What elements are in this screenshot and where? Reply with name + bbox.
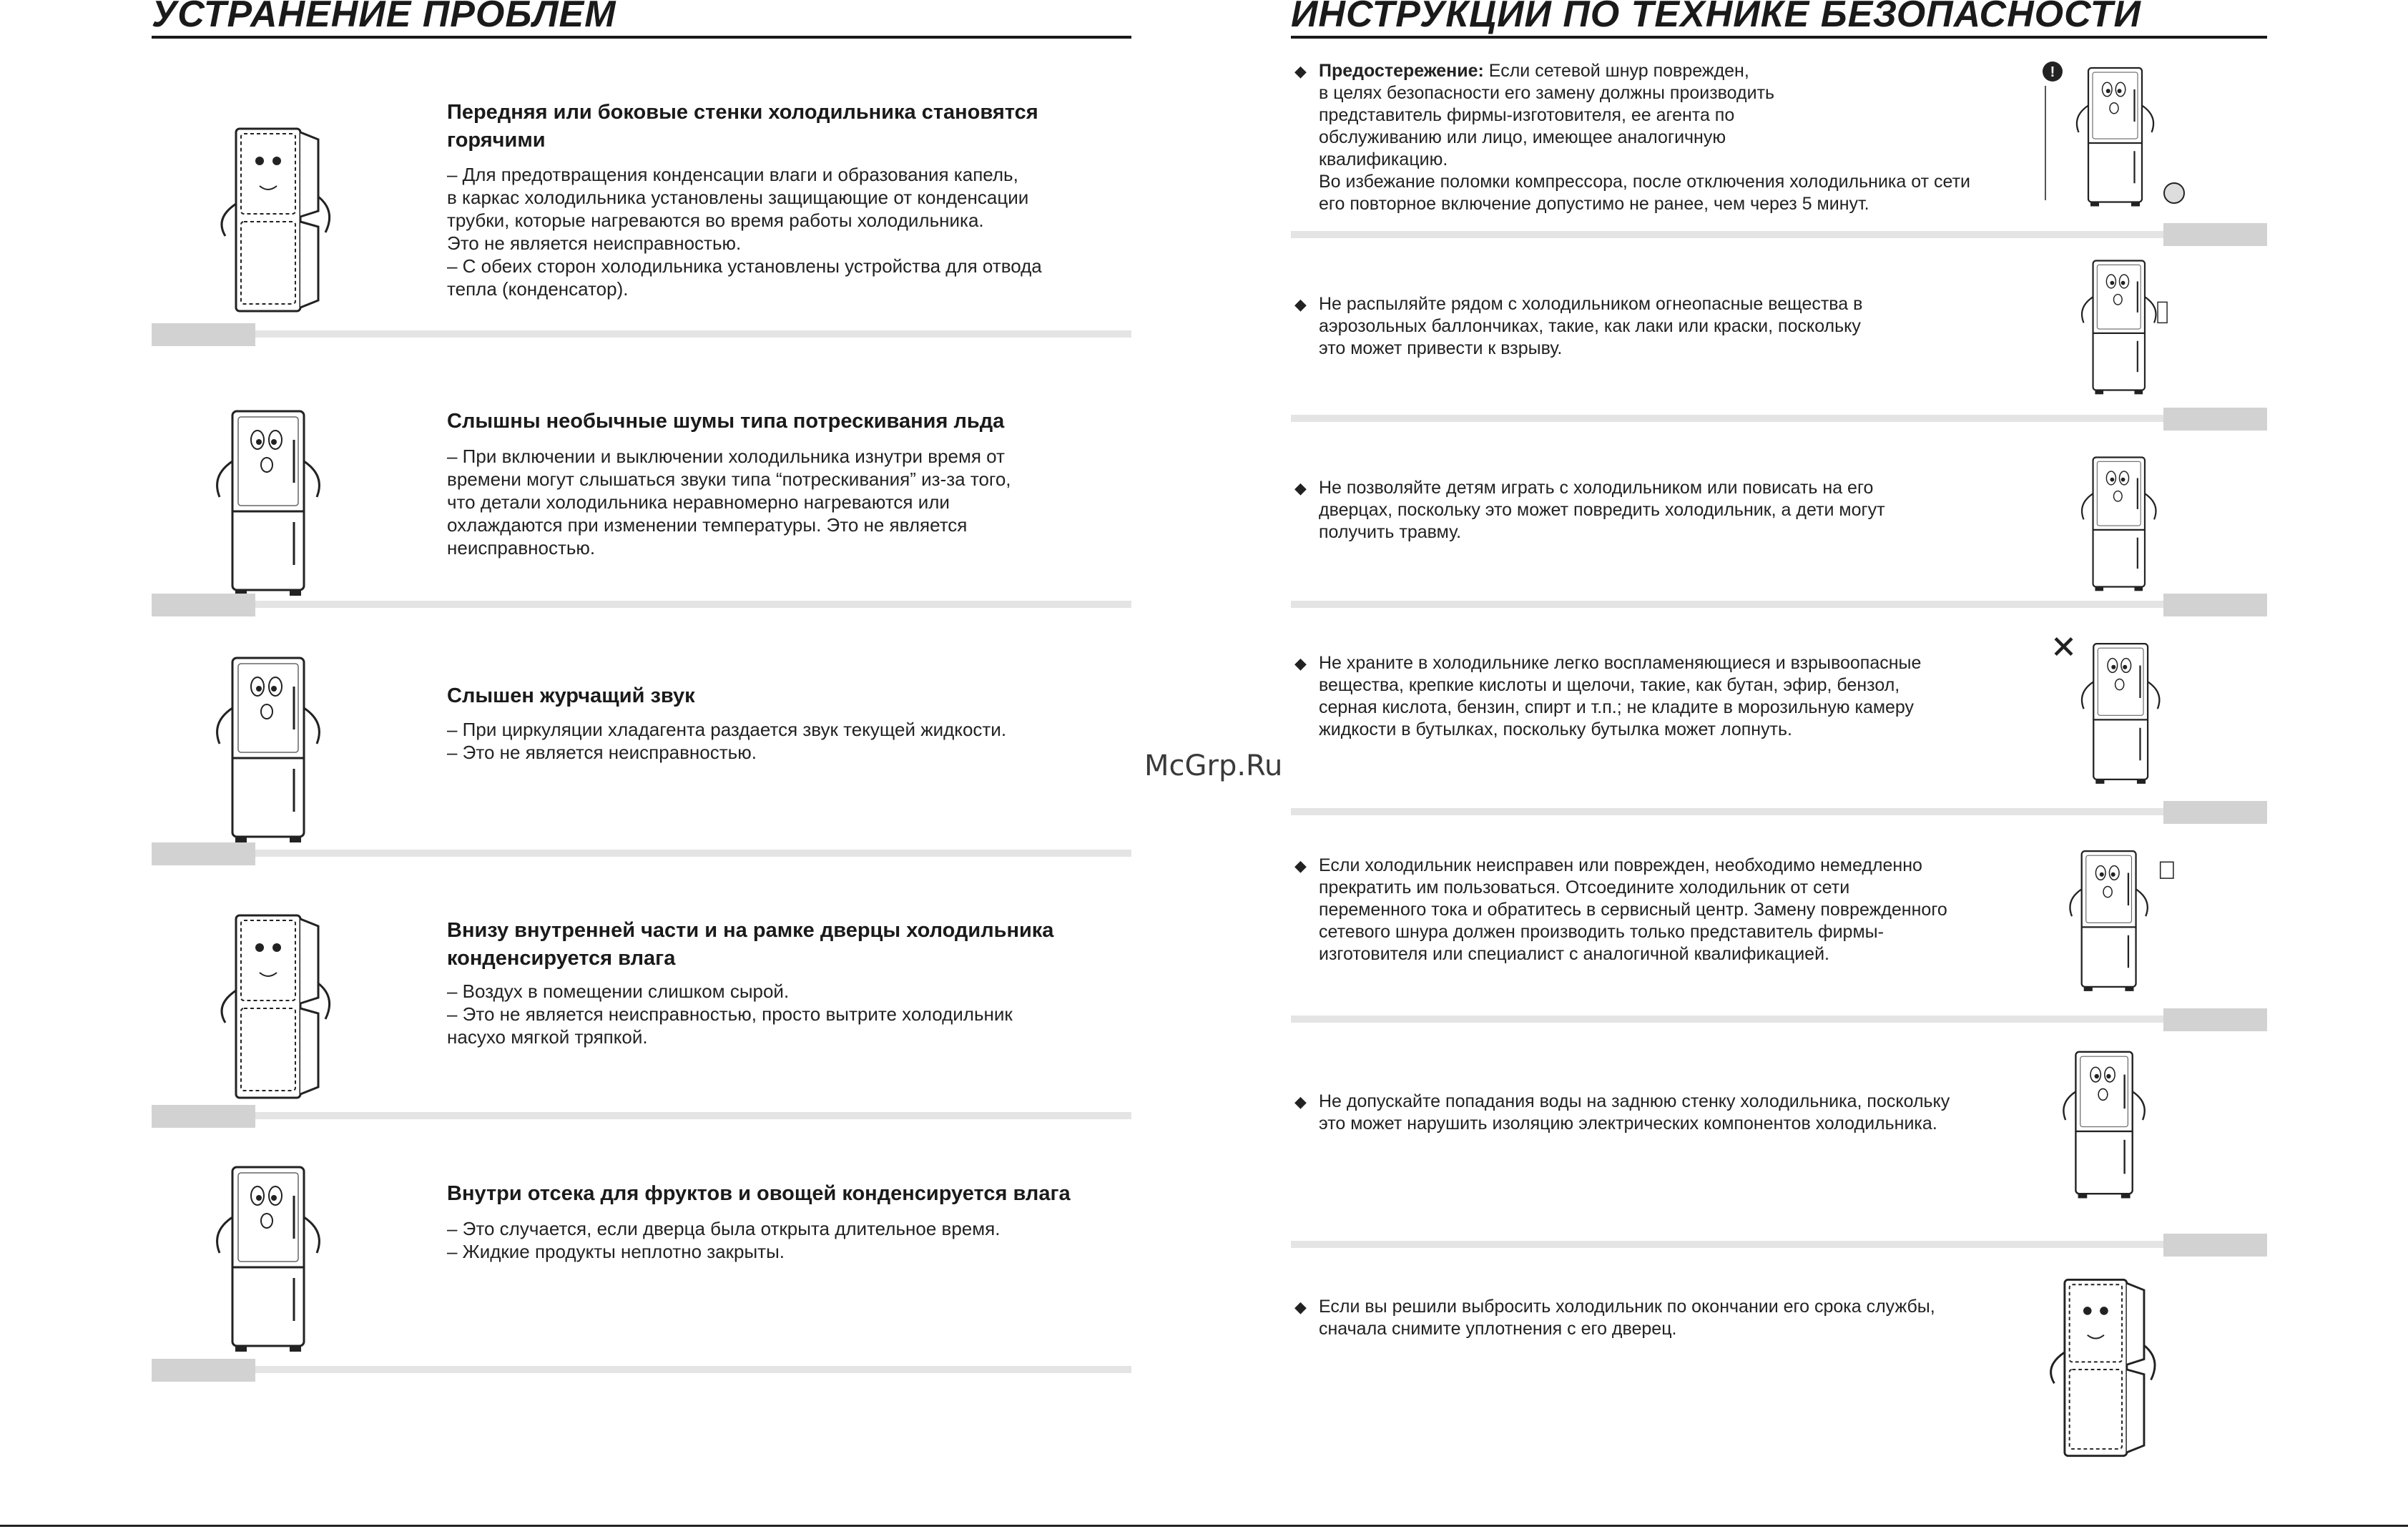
page-bottom-rule [0,1525,2408,1527]
section-heading [447,99,1038,154]
text-line: сетевого шнура должен производить только представитель фирмы- [1319,922,1884,942]
text-line: Если вы решили выбросить холодильник по окончании его срока службы, [1319,1297,1935,1317]
section-lines [447,980,1013,1048]
text-line: что детали холодильника неравномерно нагреваются или [447,491,950,513]
safety-note [1294,293,1863,360]
heading-line: Передняя или боковые стенки холодильника становятся [447,101,1038,124]
fridge-water-spray-icon [2038,1041,2181,1205]
section-lines [447,163,1042,300]
fridge-covering-ears-icon [204,397,347,604]
text-line: прекратить им пользоваться. Отсоедините холодильник от сети [1319,877,1850,898]
text-line: – Это случается, если дверца была открыта длительное время. [447,1218,1001,1239]
text-line: – При включении и выключении холодильника изнутри время от [447,446,1005,467]
text-line: его повторное включение допустимо не ранее, чем через 5 минут. [1319,194,1869,214]
fridge-explosive-substances-icon [2031,633,2188,790]
separator-tab [152,594,255,616]
text-line: тепла (конденсатор). [447,278,629,300]
fridge-open-drawer-icon [204,1153,347,1360]
bullet-diamond-icon: ◆ [1294,654,1307,672]
text-line: – Это не является неисправностью. [447,742,757,763]
safety-note [1294,1296,1935,1340]
bullet-diamond-icon: ◆ [1294,62,1307,80]
separator-tab [2163,1008,2267,1031]
text-line: времени могут слышаться звуки типа “потрескивания” из-за того, [447,468,1011,490]
svg-text:!: ! [2050,64,2055,80]
text-line: Если сетевой шнур поврежден, [1483,61,1749,81]
safety-note [1294,60,1970,215]
right-page-title: ИНСТРУКЦИИ ПО ТЕХНИКЕ БЕЗОПАСНОСТИ [1291,0,2141,35]
fridge-open-doors-icon [204,905,347,1112]
separator-tab [2163,408,2267,431]
text-line: Не позволяйте детям играть с холодильником или повисать на его [1319,478,1874,498]
text-line: Во избежание поломки компрессора, после отключения холодильника от сети [1319,172,1970,192]
separator-tab [2163,801,2267,824]
left-title-rule [152,36,1131,39]
text-line: квалификацию. [1319,149,1448,169]
section-separator [152,850,1131,857]
right-title-rule [1291,36,2267,39]
text-line: насухо мягкой тряпкой. [447,1026,648,1048]
bullet-diamond-icon: ◆ [1294,295,1307,313]
fridge-remove-seals-icon [2017,1269,2188,1470]
text-line: трубки, которые нагреваются во время работы холодильника. [447,210,984,231]
fridge-unplug-icon [2035,840,2199,998]
text-line: – Воздух в помещении слишком сырой. [447,980,790,1002]
text-line: представитель фирмы-изготовителя, ее агента по [1319,105,1735,125]
section-separator [152,1112,1131,1119]
text-line: жидкости в бутылках, поскольку бутылка может лопнуть. [1319,719,1792,739]
safety-note [1294,1091,1950,1135]
bullet-diamond-icon: ◆ [1294,1298,1307,1316]
section-separator [1291,808,2267,815]
bullet-diamond-icon: ◆ [1294,857,1307,875]
section-separator [1291,231,2267,238]
section-separator [1291,415,2267,422]
section-separator [1291,1241,2267,1248]
safety-note [1294,477,1885,544]
section-lines [447,445,1011,559]
separator-tab [152,1105,255,1128]
text-line: охлаждаются при изменении температуры. Это не является [447,514,968,536]
separator-tab [152,323,255,346]
section-separator [1291,1016,2267,1023]
text-line: переменного тока и обратитесь в сервисный центр. Замену поврежденного [1319,900,1947,920]
text-line: Не храните в холодильнике легко воспламеняющиеся и взрывоопасные [1319,653,1922,673]
fridge-open-doors-icon [204,118,347,325]
text-line: – С обеих сторон холодильника установлены устройства для отвода [447,255,1042,277]
section-heading [447,1180,1071,1208]
text-line: – При циркуляции хладагента раздается звук текущей жидкости. [447,719,1007,740]
text-line: Не допускайте попадания воды на заднюю стенку холодильника, поскольку [1319,1091,1950,1111]
watermark: McGrp.Ru [1144,749,1283,782]
text-line: – Жидкие продукты неплотно закрыты. [447,1241,785,1262]
heading-line: конденсируется влага [447,947,676,970]
text-line: – Для предотвращения конденсации влаги и образования капель, [447,164,1018,185]
fridge-child-hanging-icon [2060,447,2188,597]
section-separator [152,330,1131,338]
section-separator [1291,601,2267,608]
fridge-flowing-sound-icon [204,644,347,851]
text-line: Если холодильник неисправен или поврежден, необходимо немедленно [1319,855,1922,875]
separator-tab [152,842,255,865]
text-line: сначала снимите уплотнения с его дверец. [1319,1319,1677,1339]
text-line: изготовителя или специалист с аналогичной квалификацией. [1319,944,1830,964]
text-line: получить травму. [1319,522,1462,542]
separator-tab [152,1359,255,1382]
text-line: в каркас холодильника установлены защищающие от конденсации [447,187,1029,208]
section-lines [447,718,1006,764]
bullet-diamond-icon: ◆ [1294,1093,1307,1111]
heading-line: Внутри отсека для фруктов и овощей конденсируется влага [447,1182,1071,1205]
heading-line: горячими [447,129,546,152]
text-line: дверцах, поскольку это может повредить холодильник, а дети могут [1319,500,1885,520]
safety-note [1294,652,1922,741]
text-line: это может привести к взрыву. [1319,338,1563,358]
section-separator [152,1366,1131,1373]
fridge-power-cord-warning-icon [2038,57,2196,215]
fridge-spray-can-icon [2060,250,2188,400]
warning-label: Предостережение: [1319,61,1484,81]
separator-tab [2163,223,2267,246]
separator-tab [2163,594,2267,616]
text-line: вещества, крепкие кислоты и щелочи, такие, как бутан, эфир, бензол, [1319,675,1900,695]
text-line: в целях безопасности его замену должны производить [1319,83,1775,103]
text-line: неисправностью. [447,537,596,559]
text-line: Это не является неисправностью. [447,232,742,254]
safety-note [1294,855,1947,965]
text-line: обслуживанию или лицо, имеющее аналогичную [1319,127,1726,147]
heading-line: Слышен журчащий звук [447,684,695,707]
separator-tab [2163,1234,2267,1257]
heading-line: Слышны необычные шумы типа потрескивания льда [447,410,1005,433]
section-heading [447,408,1004,436]
left-page-title: УСТРАНЕНИЕ ПРОБЛЕМ [152,0,616,35]
text-line: аэрозольных баллончиках, такие, как лаки или краски, поскольку [1319,316,1861,336]
text-line: серная кислота, бензин, спирт и т.п.; не кладите в морозильную камеру [1319,697,1915,717]
heading-line: Внизу внутренней части и на рамке дверцы холодильника [447,919,1054,942]
text-line: Не распыляйте рядом с холодильником огнеопасные вещества в [1319,294,1863,314]
section-heading [447,917,1053,973]
text-line: – Это не является неисправностью, просто вытрите холодильник [447,1003,1013,1025]
text-line: это может нарушить изоляцию электрических компонентов холодильника. [1319,1113,1937,1134]
section-separator [152,601,1131,608]
bullet-diamond-icon: ◆ [1294,479,1307,497]
section-lines [447,1217,1000,1263]
section-heading [447,682,695,710]
